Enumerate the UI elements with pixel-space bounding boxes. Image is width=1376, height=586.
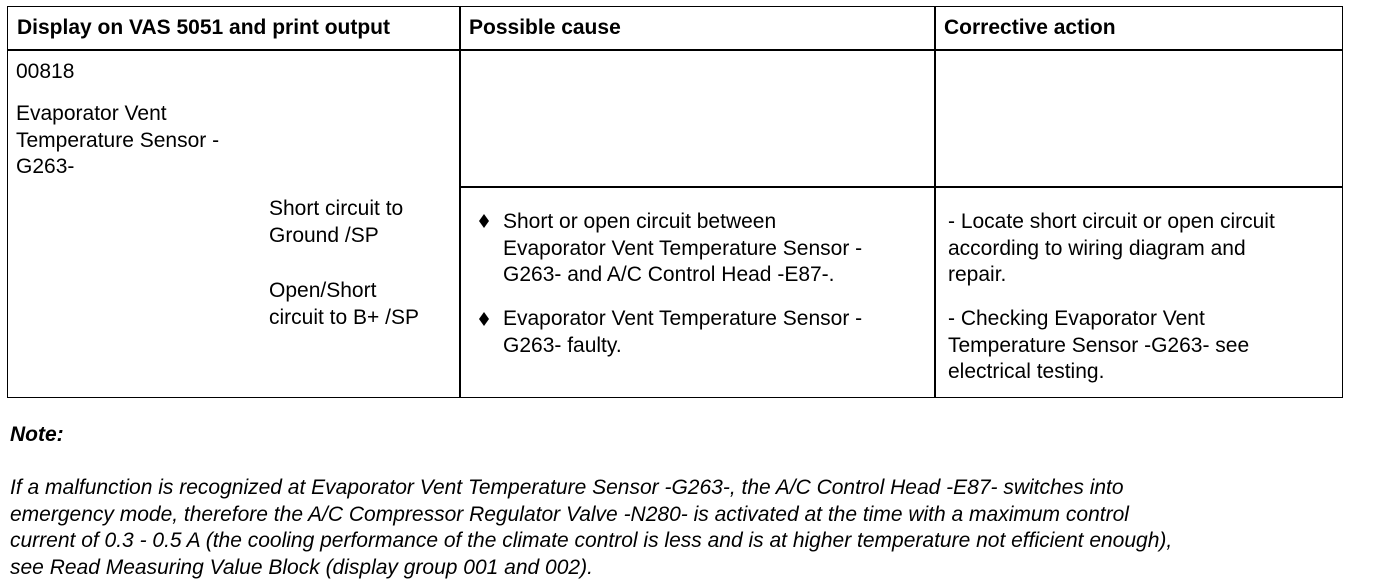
cause-line: Short or open circuit between xyxy=(503,210,777,233)
cause-line: G263- faulty. xyxy=(503,333,622,357)
action-line: repair. xyxy=(948,263,1007,286)
fault-type-line: circuit to B+ /SP xyxy=(269,305,419,329)
note-line: see Read Measuring Value Block (display group 001 and 002). xyxy=(10,555,593,579)
fault-type-line: Open/Short xyxy=(269,279,377,302)
fault-type-short-ground xyxy=(269,196,403,249)
action-item xyxy=(948,209,1275,289)
action-item xyxy=(948,306,1249,386)
header-corrective-action: Corrective action xyxy=(944,16,1116,39)
cause-item xyxy=(503,209,862,289)
header-divider xyxy=(7,49,1343,51)
fault-type-line: Ground /SP xyxy=(269,223,379,247)
action-line: electrical testing. xyxy=(948,360,1105,383)
cause-line: Evaporator Vent Temperature Sensor - xyxy=(503,236,863,260)
action-line: according to wiring diagram and xyxy=(948,236,1246,260)
note-title: Note: xyxy=(10,423,64,446)
diamond-bullet-icon xyxy=(479,312,489,326)
component-name-line: Temperature Sensor - xyxy=(16,128,220,152)
cause-line: G263- and A/C Control Head -E87-. xyxy=(503,263,835,286)
action-line: Temperature Sensor -G263- see xyxy=(948,333,1250,357)
row-divider xyxy=(459,186,1343,188)
note-line: If a malfunction is recognized at Evaporator Vent Temperature Sensor -G263-, the A/C Control Head -E87- switches into xyxy=(10,476,1124,499)
action-line: - Checking Evaporator Vent xyxy=(948,307,1205,330)
fault-type-open-short-bplus xyxy=(269,278,419,331)
note-line: current of 0.3 - 0.5 A (the cooling performance of the climate control is less and is at higher temperature not efficient enough), xyxy=(10,529,1173,552)
header-display: Display on VAS 5051 and print output xyxy=(17,16,390,39)
column-divider xyxy=(934,6,936,398)
component-name-line: G263- xyxy=(16,155,75,178)
note-line: emergency mode, therefore the A/C Compressor Regulator Valve -N280- is activated at the time with a maximum control xyxy=(10,502,1129,526)
fault-code: 00818 xyxy=(16,60,75,83)
action-line: - Locate short circuit or open circuit xyxy=(948,210,1275,233)
component-name-line: Evaporator Vent xyxy=(16,102,167,125)
cause-item xyxy=(503,306,862,359)
column-divider xyxy=(459,6,461,398)
fault-type-line: Short circuit to xyxy=(269,197,404,220)
diamond-bullet-icon xyxy=(479,214,489,228)
cause-line: Evaporator Vent Temperature Sensor - xyxy=(503,307,863,330)
component-name xyxy=(16,101,219,181)
note-body xyxy=(10,475,1370,581)
header-possible-cause: Possible cause xyxy=(469,16,621,39)
